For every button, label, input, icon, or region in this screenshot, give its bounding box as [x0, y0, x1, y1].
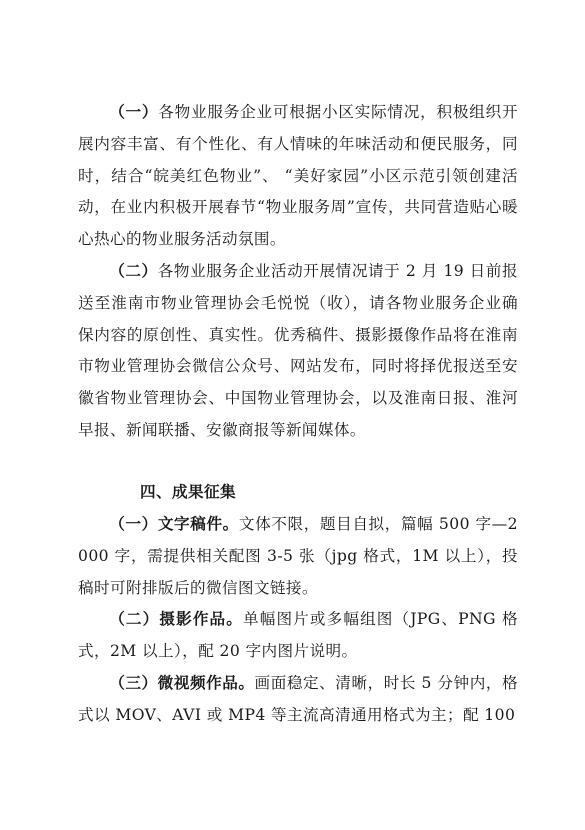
paragraph-activity-content	[78, 96, 518, 256]
paragraph-lead: （一）	[109, 102, 159, 121]
paragraph-body: 文体不限，题目自拟，篇幅 500 字—2000 字，需提供相关配图 3-5 张（jpg 格式，1M 以上），投稿时可附排版后的微信图文链接。	[78, 515, 518, 597]
paragraph-body: 各物业服务企业可根据小区实际情况，积极组织开展内容丰富、有个性化、有人情味的年味活动和便民服务，同时，结合“皖美红色物业”、 “美好家园”小区示范引领创建活动，在业内积极开展春节“物业服务周”宣传，共同营造贴心暖心热心的物业服务活动氛围。	[78, 103, 518, 249]
paragraph-lead: （二）	[109, 261, 158, 280]
paragraph-lead: （一）文字稿件。	[109, 515, 239, 533]
paragraph-body: 画面稳定、清晰，时长 5 分钟内，格式以 MOV、AVI 或 MP4 等主流高清通用格式为主；配 100	[78, 674, 518, 724]
paragraph-report-deadline	[78, 255, 518, 447]
paragraph-body: 单幅图片或多幅组图（JPG、PNG 格式，2M 以上），配 20 字内图片说明。	[78, 610, 518, 660]
paragraph-body: 各物业服务企业活动开展情况请于 2 月 19 日前报送至淮南市物业管理协会毛悦悦（收），请各物业服务企业确保内容的原创性、真实性。优秀稿件、摄影摄像作品将在淮南市物业管理协会微信公众号、网站发布，同时将择优报送至安徽省物业管理协会、中国物业管理协会，以及淮南日报、淮河早报、新闻联播、安徽商报等新闻媒体。	[78, 262, 518, 439]
paragraph-text-submissions	[78, 509, 518, 604]
section-heading: 四、成果征集	[140, 483, 236, 501]
paragraph-photo-submissions	[78, 604, 518, 668]
paragraph-lead: （三）微视频作品。	[109, 674, 255, 692]
paragraph-lead: （二）摄影作品。	[109, 610, 243, 628]
paragraph-video-submissions	[78, 668, 518, 732]
